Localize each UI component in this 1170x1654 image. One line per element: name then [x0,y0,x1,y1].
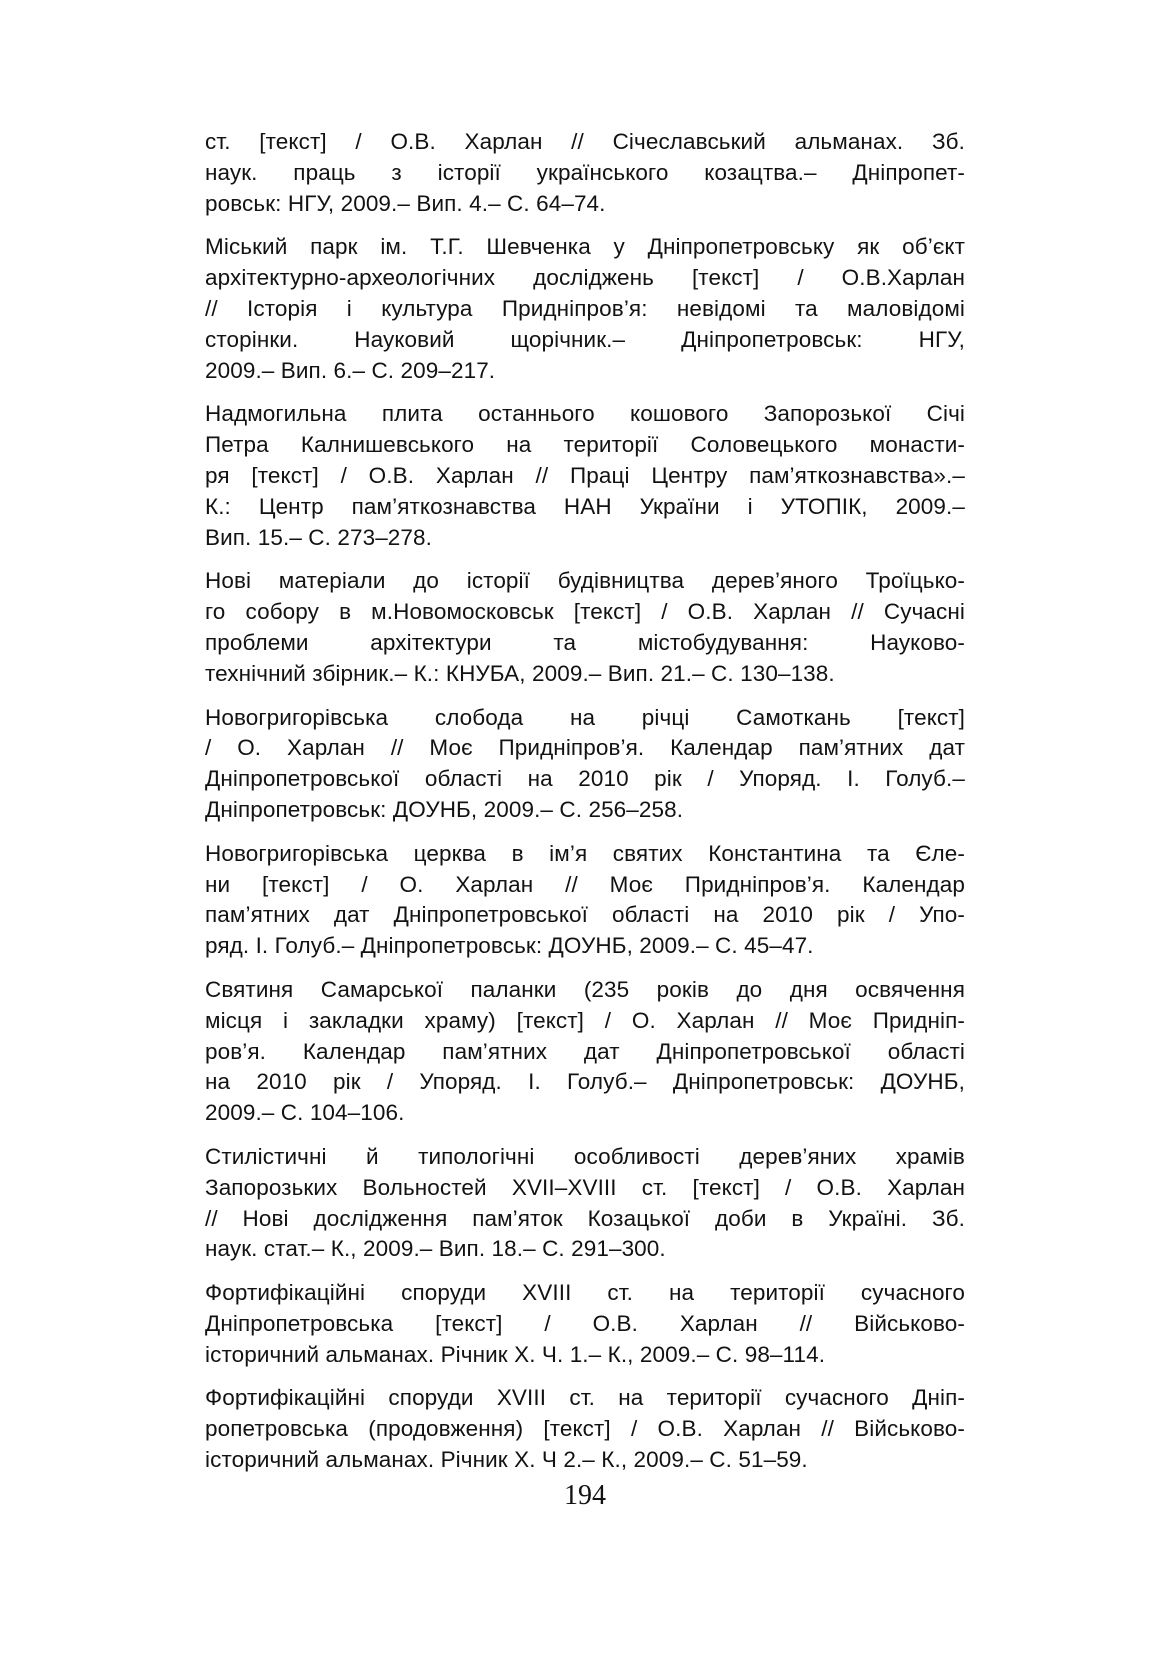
entry-line: сторінки. Науковий щорічник.– Дніпропетровськ: НГУ, [205,326,965,352]
entry-line: ров’я. Календар пам’ятних дат Дніпропетровської області [205,1038,965,1064]
entry-line: наук. праць з історії українського козацтва.– Дніпропет- [205,159,965,185]
entry-line: архітектурно-археологічних досліджень [текст] / О.В.Харлан [205,265,965,291]
entry-line: К.: Центр пам’яткознавства НАН України і УТОПІК, 2009.– [205,493,965,519]
entry-line: на 2010 рік / Упоряд. І. Голуб.– Дніпропетровськ: ДОУНБ, [205,1069,965,1095]
entry-line: Нові матеріали до історії будівництва дерев’яного Троїцько- [205,568,965,594]
entry-line: ровськ: НГУ, 2009.– Вип. 4.– С. 64–74. [205,190,606,216]
bibliography-list [205,127,965,1489]
entry-line: 2009.– С. 104–106. [205,1100,405,1126]
entry-line: ни [текст] / О. Харлан // Моє Придніпров’я. Календар [205,871,965,897]
entry-line: / О. Харлан // Моє Придніпров’я. Календар пам’ятних дат [205,735,965,761]
entry-line: Фортифікаційні споруди XVIII ст. на території сучасного [205,1280,965,1306]
entry-line: Дніпропетровської області на 2010 рік / Упоряд. І. Голуб.– [205,766,965,792]
entry-line: місця і закладки храму) [текст] / О. Харлан // Моє Придніп- [205,1007,965,1033]
entry-line: ряд. І. Голуб.– Дніпропетровськ: ДОУНБ, 2009.– С. 45–47. [205,933,814,959]
entry-line: Міський парк ім. Т.Г. Шевченка у Дніпропетровську як об’єкт [205,234,965,260]
entry-line: го собору в м.Новомосковськ [текст] / О.В. Харлан // Сучасні [205,599,965,625]
entry-line: пам’ятних дат Дніпропетровської області на 2010 рік / Упо- [205,902,965,928]
entry-line: Запорозьких Вольностей XVII–XVIII ст. [текст] / О.В. Харлан [205,1174,965,1200]
bibliography-entry [205,975,965,1129]
entry-line: Дніпропетровська [текст] / О.В. Харлан // Військово- [205,1310,965,1336]
bibliography-entry [205,1142,965,1265]
bibliography-entry [205,1278,965,1370]
entry-line: Новогригорівська церква в ім’я святих Константина та Єле- [205,840,965,866]
bibliography-entry [205,127,965,219]
entry-line: Новогригорівська слобода на річці Самоткань [текст] [205,704,965,730]
bibliography-entry [205,1383,965,1475]
entry-line: Вип. 15.– С. 273–278. [205,524,433,550]
entry-line: наук. стат.– К., 2009.– Вип. 18.– С. 291–300. [205,1236,666,1262]
entry-line: технічний збірник.– К.: КНУБА, 2009.– Вип. 21.– С. 130–138. [205,660,835,686]
entry-line: Святиня Самарської паланки (235 років до дня освячення [205,976,965,1002]
entry-line: ст. [текст] / О.В. Харлан // Січеславський альманах. Зб. [205,129,965,154]
entry-line: Петра Калнишевського на території Соловецького монасти- [205,432,965,458]
entry-line: Стилістичні й типологічні особливості дерев’яних храмів [205,1143,965,1169]
entry-line: історичний альманах. Річник X. Ч. 1.– К., 2009.– С. 98–114. [205,1341,826,1367]
entry-line: // Історія і культура Придніпров’я: невідомі та маловідомі [205,295,965,321]
entry-line: Надмогильна плита останнього кошового Запорозької Січі [205,401,965,427]
entry-line: Фортифікаційні споруди XVIII ст. на території сучасного Дніп- [205,1385,965,1411]
bibliography-entry [205,839,965,962]
bibliography-entry [205,566,965,689]
entry-line: історичний альманах. Річник Х. Ч 2.– К., 2009.– С. 51–59. [205,1447,808,1473]
entry-line: проблеми архітектури та містобудування: Науково- [205,629,965,655]
bibliography-entry [205,232,965,386]
entry-line: // Нові дослідження пам’яток Козацької доби в Україні. Зб. [205,1205,965,1231]
bibliography-entry [205,399,965,553]
entry-line: 2009.– Вип. 6.– С. 209–217. [205,357,496,383]
entry-line: ропетровська (продовження) [текст] / О.В. Харлан // Військово- [205,1416,965,1442]
entry-line: ря [текст] / О.В. Харлан // Праці Центру пам’яткознавства».– [205,462,965,488]
bibliography-entry [205,703,965,826]
page-number: 194 [564,1480,606,1511]
entry-line: Дніпропетровськ: ДОУНБ, 2009.– С. 256–258. [205,796,684,822]
